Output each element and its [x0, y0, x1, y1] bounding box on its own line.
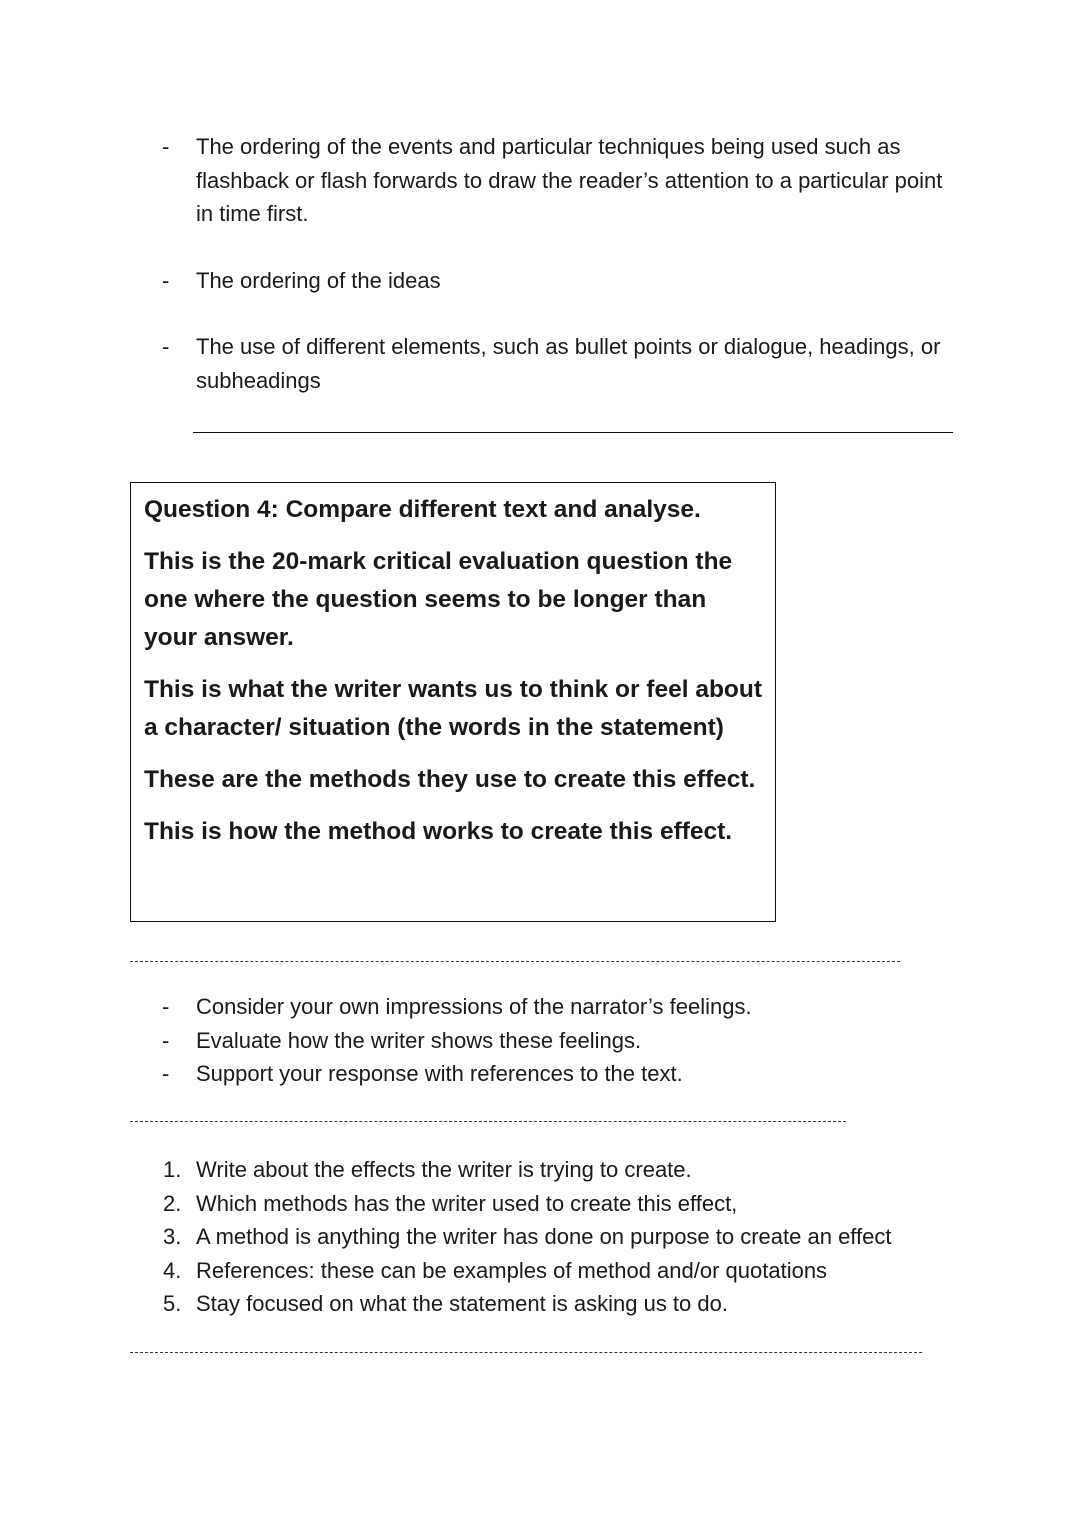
list-item-text: Write about the effects the writer is trying to create. — [196, 1157, 692, 1182]
dashed-divider — [130, 1352, 922, 1353]
list-item-text: The ordering of the events and particular techniques being used such as flashback or flash forwards to draw the reader’s attention to a particular point in time first. — [196, 134, 943, 226]
list-item — [160, 264, 960, 298]
dashed-divider — [130, 961, 900, 962]
list-number: 2. — [163, 1190, 182, 1216]
question-paragraph: These are the methods they use to create this effect. — [144, 766, 756, 793]
bullet-marker: - — [162, 334, 170, 359]
top-bullet-list — [160, 130, 960, 397]
bullet-marker: - — [162, 994, 170, 1019]
list-number: 4. — [163, 1257, 182, 1283]
list-item-text: References: these can be examples of method and/or quotations — [196, 1257, 828, 1283]
bullet-marker: - — [162, 134, 170, 159]
bullet-marker: - — [162, 1061, 170, 1086]
bullet-marker: - — [162, 1027, 170, 1053]
question-paragraph: This is what the writer wants us to think or feel about a character/ situation (the words in the statement) — [144, 676, 763, 741]
list-number: 5. — [163, 1291, 182, 1316]
middle-bullet-list — [160, 990, 960, 1091]
section-divider — [193, 432, 953, 433]
list-item — [160, 1287, 980, 1321]
list-item — [160, 130, 960, 231]
list-item-text: Which methods has the writer used to create this effect, — [196, 1190, 738, 1216]
list-item-text: Consider your own impressions of the narrator’s feelings. — [196, 994, 752, 1019]
list-item — [160, 1254, 980, 1288]
list-item — [160, 990, 960, 1024]
list-item-text: Stay focused on what the statement is asking us to do. — [196, 1291, 728, 1316]
question-paragraph: This is how the method works to create this effect. — [144, 818, 733, 845]
list-item — [160, 330, 960, 397]
list-item — [160, 1220, 980, 1254]
list-item-text: A method is anything the writer has done on purpose to create an effect — [196, 1224, 892, 1249]
list-item-text: Evaluate how the writer shows these feelings. — [196, 1027, 642, 1053]
list-item — [160, 1153, 980, 1187]
list-item — [160, 1057, 960, 1091]
dashed-divider — [130, 1121, 846, 1122]
list-number: 3. — [163, 1224, 182, 1249]
question-paragraph: This is the 20-mark critical evaluation question the one where the question seems to be longer than your answer. — [144, 548, 733, 651]
question-box — [130, 482, 776, 922]
list-item-text: The use of different elements, such as bullet points or dialogue, headings, or subheadings — [196, 334, 941, 393]
bullet-marker: - — [162, 267, 170, 293]
list-number: 1. — [163, 1157, 182, 1182]
list-item — [160, 1187, 980, 1221]
list-item-text: The ordering of the ideas — [196, 267, 441, 293]
list-item — [160, 1024, 960, 1058]
numbered-list — [160, 1153, 980, 1321]
list-item-text: Support your response with references to the text. — [196, 1061, 683, 1086]
question-heading: Question 4: Compare different text and analyse. — [144, 496, 701, 523]
